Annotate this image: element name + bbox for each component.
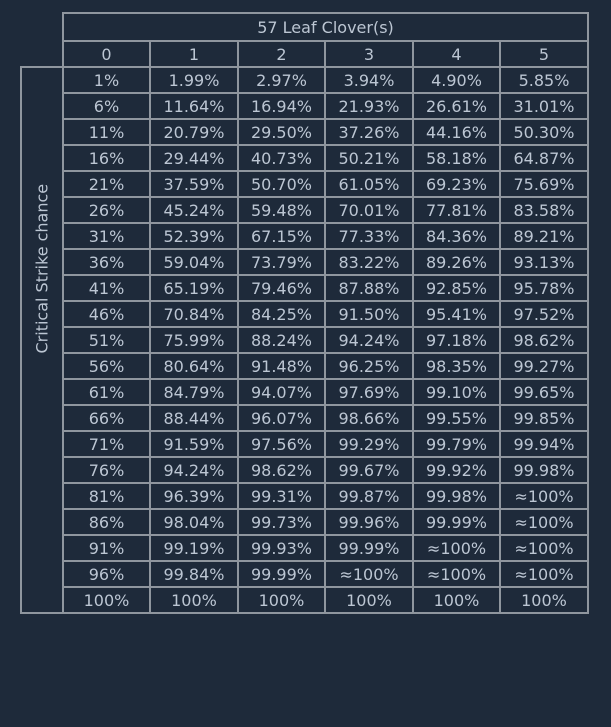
table-cell: 99.98% [413,483,500,509]
table-cell: 100% [150,587,238,613]
table-cell: ≈100% [413,535,500,561]
table-cell: 50.21% [325,145,413,171]
base-chance-cell: 41% [63,275,150,301]
table-cell: 37.59% [150,171,238,197]
table-cell: 64.87% [500,145,588,171]
table-cell: 84.25% [238,301,325,327]
table-cell: 59.48% [238,197,325,223]
table-cell: 84.79% [150,379,238,405]
table-cell: ≈100% [413,561,500,587]
table-cell: 96.39% [150,483,238,509]
table-row [21,145,588,171]
table-cell: 99.67% [325,457,413,483]
table-title: 57 Leaf Clover(s) [63,13,588,41]
table-cell: 69.23% [413,171,500,197]
table-cell: 96.07% [238,405,325,431]
table-cell: 50.70% [238,171,325,197]
table-cell: 89.26% [413,249,500,275]
table-cell: 20.79% [150,119,238,145]
column-header-5: 5 [500,41,588,67]
table-cell: 52.39% [150,223,238,249]
table-cell: 98.04% [150,509,238,535]
table-cell: 99.96% [325,509,413,535]
table-row [21,457,588,483]
table-cell: 70.84% [150,301,238,327]
table-cell: 99.27% [500,353,588,379]
table-cell: 91.50% [325,301,413,327]
base-chance-cell: 91% [63,535,150,561]
base-chance-cell: 36% [63,249,150,275]
table-cell: 94.24% [150,457,238,483]
table-row [21,67,588,93]
table-cell: 93.13% [500,249,588,275]
table-cell: 99.99% [325,535,413,561]
table-cell: ≈100% [500,509,588,535]
table-row [21,353,588,379]
table-cell: 79.46% [238,275,325,301]
table-cell: 94.24% [325,327,413,353]
table-cell: 83.22% [325,249,413,275]
table-cell: 99.84% [150,561,238,587]
column-header-3: 3 [325,41,413,67]
table-cell: 2.97% [238,67,325,93]
table-cell: 98.35% [413,353,500,379]
table-row [21,93,588,119]
table-cell: ≈100% [500,535,588,561]
table-cell: 100% [238,587,325,613]
table-cell: 16.94% [238,93,325,119]
table-row [21,379,588,405]
table-cell: 98.62% [500,327,588,353]
table-cell: 99.55% [413,405,500,431]
table-cell: 100% [413,587,500,613]
table-cell: 11.64% [150,93,238,119]
table-cell: 99.92% [413,457,500,483]
base-chance-cell: 66% [63,405,150,431]
table-cell: 26.61% [413,93,500,119]
table-cell: 21.93% [325,93,413,119]
base-chance-cell: 96% [63,561,150,587]
table-cell: 92.85% [413,275,500,301]
table-cell: 50.30% [500,119,588,145]
table-cell: 99.65% [500,379,588,405]
table-cell: 70.01% [325,197,413,223]
table-cell: ≈100% [325,561,413,587]
table-cell: ≈100% [500,483,588,509]
base-chance-cell: 51% [63,327,150,353]
table-cell: 99.99% [238,561,325,587]
table-cell: 83.58% [500,197,588,223]
base-chance-cell: 100% [63,587,150,613]
table-cell: 91.48% [238,353,325,379]
table-row [21,327,588,353]
table-cell: 4.90% [413,67,500,93]
table-cell: 37.26% [325,119,413,145]
table-row [21,431,588,457]
column-header-2: 2 [238,41,325,67]
table-cell: 99.93% [238,535,325,561]
table-cell: 99.10% [413,379,500,405]
base-chance-cell: 61% [63,379,150,405]
table-cell: 88.44% [150,405,238,431]
table-cell: 99.85% [500,405,588,431]
table-cell: 99.29% [325,431,413,457]
table-cell: 75.99% [150,327,238,353]
base-chance-cell: 71% [63,431,150,457]
table-cell: 100% [325,587,413,613]
table-row [21,483,588,509]
table-cell: 100% [500,587,588,613]
table-cell: 98.62% [238,457,325,483]
table-cell: 95.41% [413,301,500,327]
table-cell: 80.64% [150,353,238,379]
table-row [21,275,588,301]
table-cell: 40.73% [238,145,325,171]
table-cell: 84.36% [413,223,500,249]
table-row [21,535,588,561]
base-chance-cell: 86% [63,509,150,535]
table-cell: 97.69% [325,379,413,405]
column-header-row [21,41,588,67]
table-cell: 1.99% [150,67,238,93]
corner-spacer [21,13,63,41]
table-row [21,119,588,145]
table-cell: 87.88% [325,275,413,301]
title-row [21,13,588,41]
table-row [21,301,588,327]
table-cell: 31.01% [500,93,588,119]
table-cell: 58.18% [413,145,500,171]
table-cell: 97.18% [413,327,500,353]
table-cell: 29.44% [150,145,238,171]
table-cell: 61.05% [325,171,413,197]
table-row [21,249,588,275]
table-row [21,587,588,613]
table-row [21,405,588,431]
base-chance-cell: 6% [63,93,150,119]
base-chance-cell: 56% [63,353,150,379]
base-chance-cell: 1% [63,67,150,93]
table-cell: 99.31% [238,483,325,509]
table-cell: 94.07% [238,379,325,405]
table-cell: 88.24% [238,327,325,353]
table-cell: 99.87% [325,483,413,509]
table-cell: 59.04% [150,249,238,275]
row-axis-label-cell [21,67,63,613]
table-cell: 95.78% [500,275,588,301]
column-header-4: 4 [413,41,500,67]
row-axis-label: Critical Strike chance [32,183,52,353]
column-header-1: 1 [150,41,238,67]
column-header-0: 0 [63,41,150,67]
table-cell: 99.99% [413,509,500,535]
table-cell: 99.73% [238,509,325,535]
table-cell: 75.69% [500,171,588,197]
table-cell: 45.24% [150,197,238,223]
table-cell: 89.21% [500,223,588,249]
table-cell: ≈100% [500,561,588,587]
base-chance-cell: 81% [63,483,150,509]
table-cell: 97.52% [500,301,588,327]
table-cell: 67.15% [238,223,325,249]
table-cell: 77.81% [413,197,500,223]
base-chance-cell: 21% [63,171,150,197]
table-row [21,509,588,535]
table-cell: 99.98% [500,457,588,483]
table-cell: 99.79% [413,431,500,457]
table-row [21,561,588,587]
table-cell: 73.79% [238,249,325,275]
base-chance-cell: 16% [63,145,150,171]
table-cell: 5.85% [500,67,588,93]
table-cell: 29.50% [238,119,325,145]
table-cell: 65.19% [150,275,238,301]
table-cell: 91.59% [150,431,238,457]
table-row [21,171,588,197]
base-chance-cell: 26% [63,197,150,223]
table-cell: 77.33% [325,223,413,249]
table-cell: 98.66% [325,405,413,431]
table-cell: 96.25% [325,353,413,379]
table-cell: 44.16% [413,119,500,145]
base-chance-cell: 46% [63,301,150,327]
table-row [21,197,588,223]
table-row [21,223,588,249]
base-chance-cell: 31% [63,223,150,249]
base-chance-cell: 76% [63,457,150,483]
table-cell: 97.56% [238,431,325,457]
base-chance-cell: 11% [63,119,150,145]
probability-table [20,12,589,614]
table-cell: 99.94% [500,431,588,457]
table-cell: 3.94% [325,67,413,93]
table-cell: 99.19% [150,535,238,561]
corner-spacer [21,41,63,67]
